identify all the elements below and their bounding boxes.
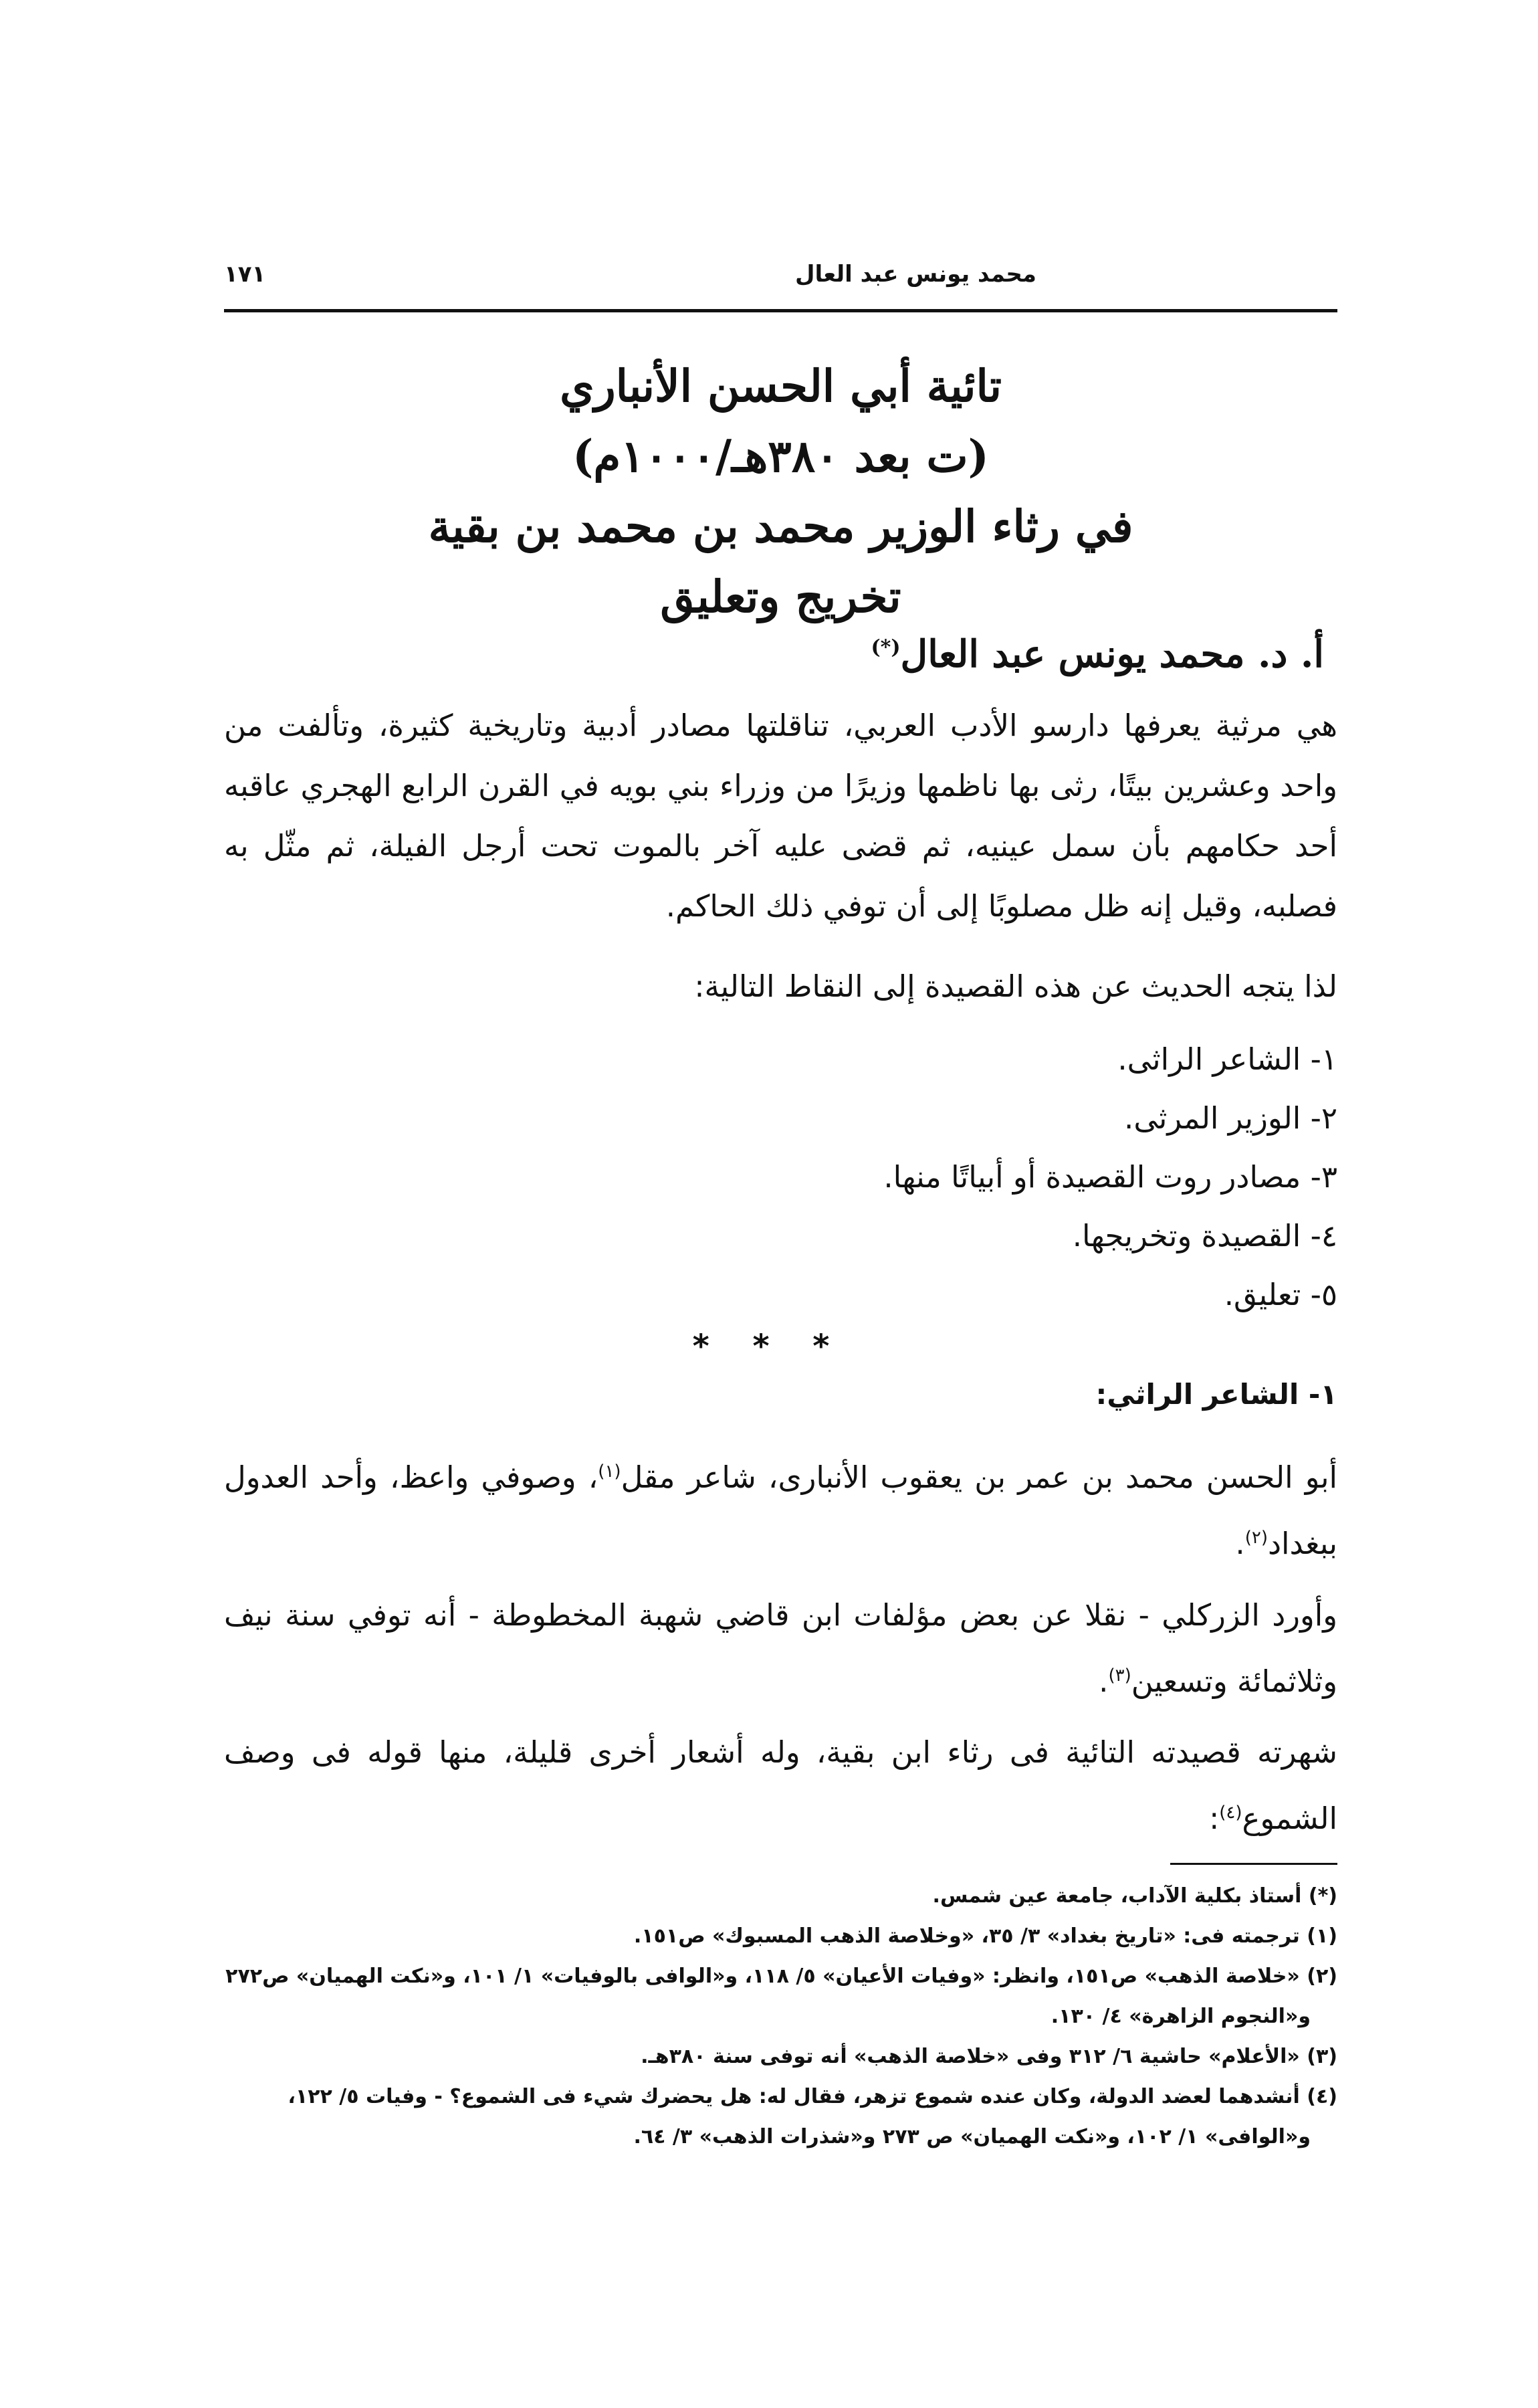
- header-rule: [224, 309, 1337, 312]
- footnote: (٢) «خلاصة الذهب» ص١٥١، وانظر: «وفيات الأعيان» ٥/ ١١٨، و«الوافى بالوفيات» ١/ ١٠١، و«نكت الهميان» ص٢٧٢: [225, 1965, 1337, 1988]
- points-intro: لذا يتجه الحديث عن هذه القصيدة إلى النقاط التالية:: [694, 969, 1337, 1004]
- footnote-ref[interactable]: (٤): [1219, 1803, 1242, 1823]
- title-line-1: تائية أبي الحسن الأنباري: [560, 360, 1002, 412]
- intro-paragraph: هي مرثية يعرفها دارسو الأدب العربي، تناقلتها مصادر أدبية وتاريخية كثيرة، وتألفت من واحد وعشرين بيتًا، رثى بها ناظمها وزيرًا من وزراء بني بويه في القرن الرابع الهجري عاقبه أحد حكامهم بأن سمل عينيه، ثم قضى عليه آخر بالموت تحت أرجل الفيلة، ثم مثّل به فصلبه، وقيل إنه ظل مصلوبًا إلى أن توفي ذلك الحاكم.: [224, 708, 1337, 924]
- footnote: (١) ترجمته فى: «تاريخ بغداد» ٣/ ٣٥، «وخلاصة الذهب المسبوك» ص١٥١.: [633, 1924, 1337, 1948]
- author-byline: [871, 632, 1324, 676]
- header-author: محمد يونس عبد العال: [794, 261, 1036, 288]
- section-paragraph-2: وأورد الزركلي - نقلا عن بعض مؤلفات ابن قاضي شهبة المخطوطة - أنه توفي سنة نيف وثلاثمائة وتسعين$^{(٣)}$.: [224, 1597, 1337, 1699]
- list-item: ٣- مصادر روت القصيدة أو أبياتًا منها.: [883, 1159, 1337, 1195]
- list-item: ٤- القصيدة وتخريجها.: [1072, 1218, 1337, 1253]
- page-number: ١٧١: [224, 261, 266, 288]
- article-title: [224, 351, 1337, 632]
- footnote: (٤) أنشدهما لعضد الدولة، وكان عنده شموع تزهر، فقال له: هل يحضرك شيء فى الشموع؟ - وفيات ٥/ ١٢٢،: [288, 2085, 1337, 2108]
- byline-name: أ. د. محمد يونس عبد العال: [900, 632, 1324, 676]
- title-line-2: (ت بعد ٣٨٠هـ/١٠٠٠م): [572, 430, 989, 482]
- footnote: (*) أستاذ بكلية الآداب، جامعة عين شمس.: [932, 1884, 1337, 1908]
- list-item: ٥- تعليق.: [1224, 1277, 1337, 1312]
- footnote: و«النجوم الزاهرة» ٤/ ١٣٠.: [1051, 2005, 1311, 2028]
- footnote-ref[interactable]: (٣): [1108, 1666, 1131, 1686]
- section-separator: * * *: [692, 1328, 846, 1365]
- section-paragraph-3: شهرته قصيدته التائية فى رثاء ابن بقية، وله أشعار أخرى قليلة، منها قوله فى وصف الشموع$^{(٤)}$:: [224, 1734, 1337, 1836]
- section-paragraph-1: أبو الحسن محمد بن عمر بن يعقوب الأنبارى، شاعر مقل$^{(١)}$، وصوفي واعظ، وأحد العدول ببغداد$^{(٢)}$.: [224, 1460, 1337, 1561]
- points-list: [883, 1030, 1337, 1324]
- list-item: ٢- الوزير المرثى.: [1124, 1100, 1337, 1136]
- footnotes: [224, 1876, 1337, 2157]
- title-line-3: في رثاء الوزير محمد بن محمد بن بقية: [428, 500, 1133, 553]
- footnote-rule: [1170, 1863, 1337, 1865]
- footnote: و«الوافى» ١/ ١٠٢، و«نكت الهميان» ص ٢٧٣ و«شذرات الذهب» ٣/ ٦٤.: [633, 2125, 1311, 2148]
- footnote: (٣) «الأعلام» حاشية ٦/ ٣١٢ وفى «خلاصة الذهب» أنه توفى سنة ٣٨٠هـ.: [641, 2045, 1337, 2068]
- byline-footnote-mark: (*): [871, 635, 901, 660]
- running-header: [224, 261, 1337, 301]
- footnote-ref[interactable]: (١): [598, 1462, 621, 1482]
- title-line-4: تخريج وتعليق: [660, 571, 901, 623]
- section-heading: ١- الشاعر الراثي:: [1095, 1378, 1337, 1411]
- list-item: ١- الشاعر الراثى.: [1117, 1041, 1337, 1077]
- footnote-ref[interactable]: (٢): [1244, 1528, 1269, 1548]
